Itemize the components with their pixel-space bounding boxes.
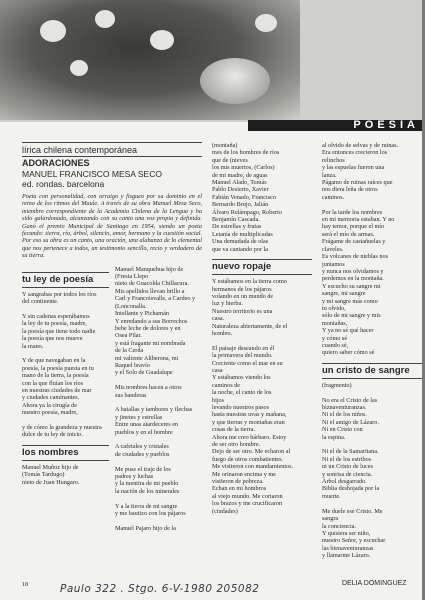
poem-mid-text: Manuel Manquehua hijo de (Fresia Llepo nieto de Guacolda Chillacura. Mis apellidos llevan brillo a Carl y Francoisvalle, a Cardeo y (Lonconalla. Intellante y Pichamán Y enredando a sus Borrechos bebe leche de dolores y en Osea Pilar. y está fragante mi nombrada de la Cerda mi valiente Aliberona, mi Raquel bravío y el Solo de Guadalupe Mis nombres hacen a otros sus banderas A batallas y tambores y flechas y jinetes y estrellas Entre unas atardeceres en pueblos y en el hombre A cafetales y cristales de ciudades y pueblos Me puse el traje de los padres y luchas y la mentira de mi pueblo la nación de los minerales Y a la tierra de mi sangre y me bautizo con los pájaros Manuel Pajaro hijo de la [115, 265, 196, 532]
handwritten-note: Paulo 322 . Stgo. 6-V-1980 205082 [60, 583, 260, 595]
banner-label: POESIA [353, 119, 419, 131]
poem-montana [212, 142, 312, 253]
poem-cristo-text: (fragmento) No era el Cristo de las biznaventuranzas. Ni el de los niños. Ni el amigo de Lázaro. Ni en Cristo con la espina. Ni el de la Samaritana. Ni el de los estribos ni un Cristo de luces y sonrisa de ciencia. Árbol desgarrado. Biblia deshojada por la muerte. Me duele ese Cristo. Me sangra la conciencia. Y quisiera ser niño, nuestro Señor, y escuchar las bienaventuranzas y llamarme Lázaro. [322, 381, 386, 560]
book-title: ADORACIONES [22, 156, 202, 169]
section-banner [248, 120, 425, 131]
book-publisher: ed. rondas. barcelona [22, 179, 105, 189]
poem-montana-text: (montaña) mes de los hombres de ríos que de (nieves los mis muertos, (Carlos) de mi madre, de aguas Manuel Alado, Tomás Pablo Desierto, Xavier Fabián Venado, Francisco Bernardo Brujo, Jalián Álvaro Relámpago, Roberto Benjamín Cascada. De estrellas y frutas Letanía de multiplicadas Una demudada de olas que va cantando por la [212, 142, 282, 253]
poem-ropaje [212, 278, 312, 515]
poem-ley [22, 291, 109, 439]
subcolumn-b [115, 266, 202, 533]
flower-petal [95, 10, 115, 28]
header-photo [0, 0, 425, 122]
poem-ley-text: Y sangrabas por todos los ríos del continente. Y sin cadenas esperábamos la ley de tu poesía, madre, la poesía que tiene todo nadie la poesía que nos mueve la mano. Y de que navegaban en la poesía, la poesía puesta en tu mano de la tierra, la poesía con la que fluían los ríos en nuestras ciudades de mar y ciudades caminantes. Ahora ya la cirugía de nuestro poesía, madre, y de cómo la grandeza y nuestra dulce de tu ley de inicio. [22, 290, 102, 439]
glass-vase [200, 58, 270, 104]
left-subcolumns [22, 266, 202, 533]
page-number: 18 [22, 582, 28, 588]
section-ropaje-heading: nuevo ropaje [212, 259, 312, 275]
section-nombres-heading: los nombres [22, 445, 109, 461]
intro-text: Poeta con personalidad, con arraigo y fisgueo por su dominio en el reino de los ritmos del Maule. A través de su obra Manuel Mesa Seco, miembro correspondiente de la Academia Chilena de la Lengua y ha sido galardonado, alcanzando con su canto una voz propia y definida. Ganó el premio Municipal de Santiago en 1954, siendo un poeta fecundo: tierra, río, árbol, silencio, amor, hermano y la cuestión social. Por eso su obra es un canto, una oración, una alabanza de lo elemental que nos pertenece a todos, un testimonio sencillo, recio y verdadero de su tierra. [22, 193, 202, 260]
book-author: MANUEL FRANCISCO MESA SECO [22, 169, 162, 179]
column-middle [212, 142, 312, 515]
poem-ropaje-text: Y estábamos en la tierra como hermanos de los pájaros volando en un mundo de luz y hierba. Nuestro territorio es una casa. Naturaleza abiertamente, de el hombre. El paisaje deseando en él la primavera del mundo. Creciente como el mar en su casa Y estábamos viendo los caminos de la noche, el canto de los hijos levando nuestros pasos hasta nuestras uvas y mañana, y que tierras y montañas eran cosas de la tierra. Ahora me creo bárbaro. Estoy de ser otro hombre. Dejo de ser otro. Me echaron al fuego de otros combatientes. Me vistieron con mandamientos. Me orinaron encima y me vistieron de pobreza. Echan en mi hombros al viejo mundo. Me cortaron los brazos y me crucificaron (ciudades) [212, 278, 294, 515]
flower-petal [40, 20, 66, 42]
flower-petal [70, 60, 88, 76]
column-right [322, 142, 422, 560]
flower-petal [150, 30, 174, 50]
poem-nombres [22, 464, 109, 486]
signature: DELIA DOMINGUEZ [342, 580, 407, 587]
section-cristo-heading: un cristo de sangre [322, 363, 422, 379]
poem-mid [115, 266, 202, 533]
poem-raices-intro [322, 142, 422, 357]
section-ley-heading: tu ley de poesía [22, 272, 109, 288]
poem-cristo [322, 382, 422, 560]
flower-arrangement [0, 0, 300, 120]
poem-nombres-text: Manuel Muñoz hijo de (Tomás Tardugo) nieto de Juan Hungaro. [22, 463, 80, 486]
poem-raices-text: al olvido de selvas y de ruinas. Era entonces crecieron los relinchos y las espuelas fueron una lanza. Págamo de ruinas raíces que nos diera leña de otros caminos. Por la tarde los nombres en mi memoria estaban. Y no hay temor, porque el mío será el mío de armas. Frágame de castañuelas y claveles. Es volcanes de nieblas nos juntamos y nunca nos olvidamos y perdemos en la montaña. Y escucho su sangre mi sangre, mi sangre y mi sangre más como tu olvido, sólo de mi sangre y mis montañas, Y ya no sé qué hacer y cómo sé cuando sé, quiero saber cómo sé [322, 142, 399, 357]
column-left [22, 142, 202, 532]
subcolumn-a [22, 266, 109, 533]
kicker: lírica chilena contemporánea [22, 142, 202, 156]
flower-petal [255, 14, 277, 32]
